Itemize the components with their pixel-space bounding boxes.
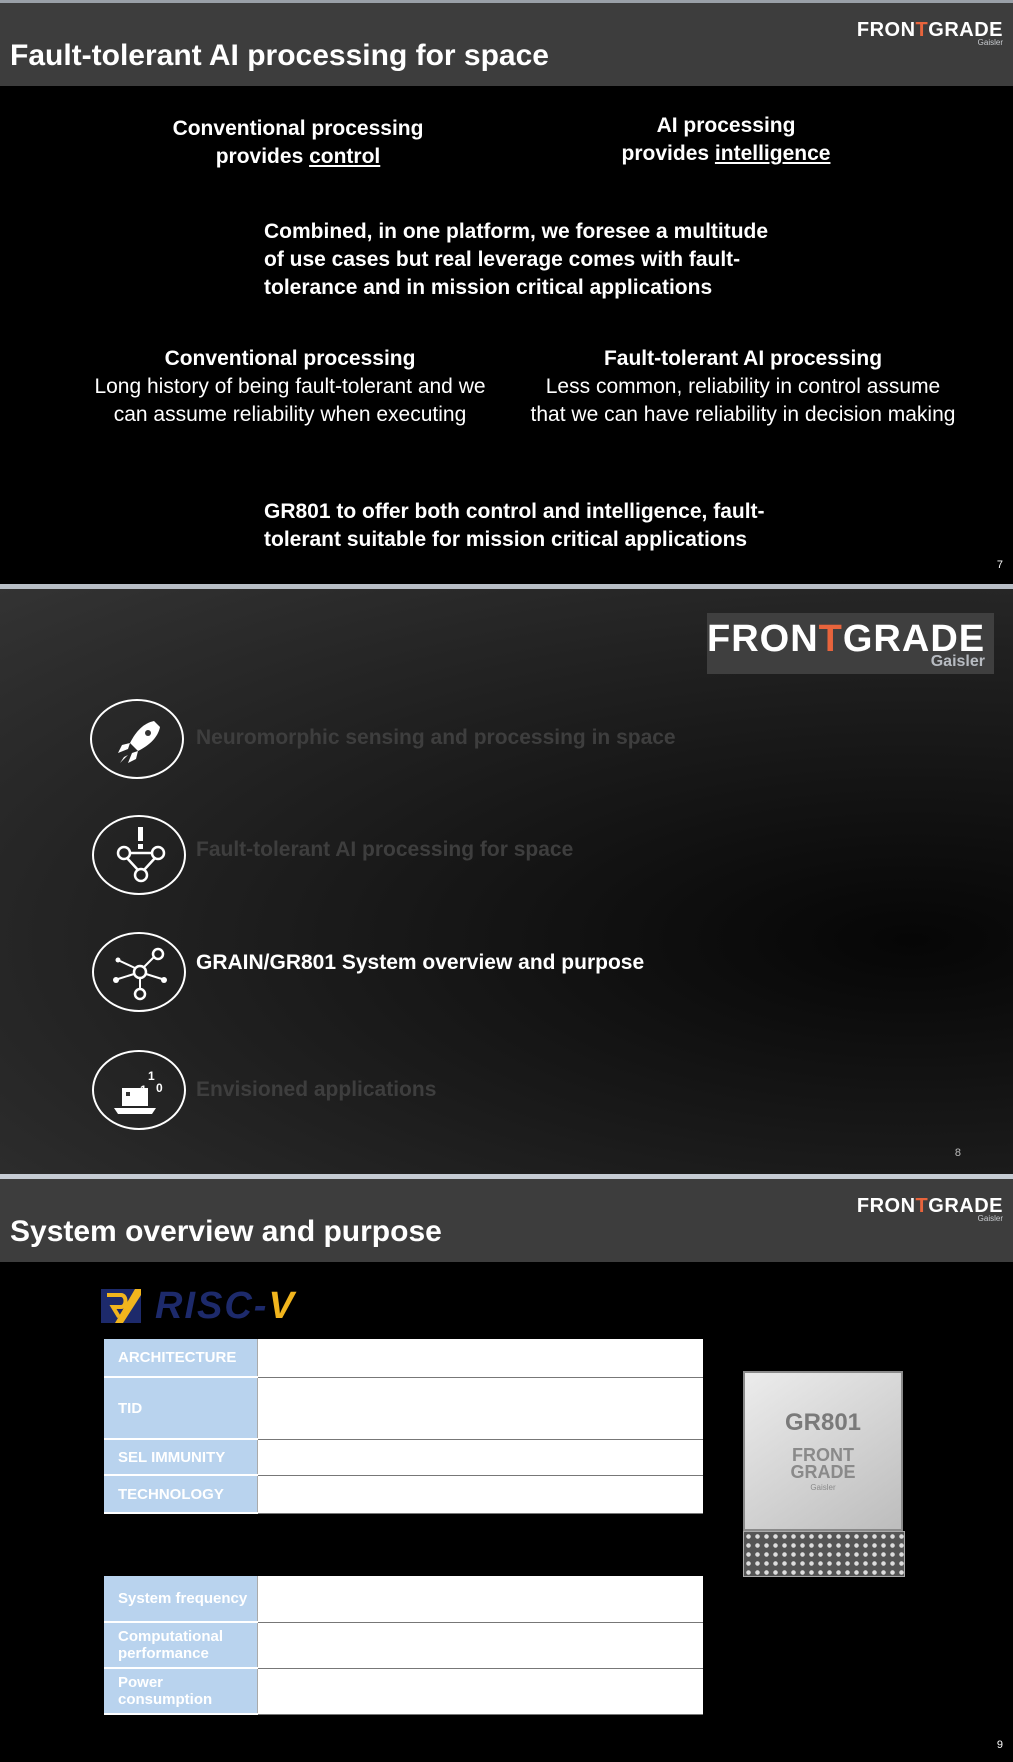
frontgrade-logo [857, 20, 1003, 47]
logo-text: GRAD [928, 1195, 990, 1217]
conventional-processing-caption [148, 115, 448, 171]
caption-line: AI processing [656, 114, 796, 137]
table-row [104, 1339, 703, 1377]
svg-text:0: 0 [156, 1081, 163, 1095]
page-number: 8 [954, 1147, 961, 1159]
fault-tolerant-ai-block [518, 345, 968, 429]
block-line: Long history of being fault-tolerant and we [94, 375, 486, 398]
logo-text: FRON [856, 19, 916, 41]
slide-title: System overview and purpose [10, 1215, 442, 1248]
chip-pin-grid [743, 1531, 905, 1577]
logo-text: E [989, 19, 1003, 41]
table-key: TID [104, 1377, 257, 1439]
page-number: 7 [996, 559, 1003, 571]
paragraph-line: Combined, in one platform, we foresee a multitude [264, 220, 769, 243]
chip-name: GR801 [784, 1409, 862, 1436]
caption-line: provides [215, 145, 310, 168]
slide-7 [0, 0, 1013, 584]
svg-text:1: 1 [148, 1069, 155, 1083]
table-row [104, 1439, 703, 1475]
table-value [257, 1439, 703, 1475]
agenda-item-fault-tolerant: Fault-tolerant AI processing for space [196, 838, 574, 861]
ai-processing-caption [586, 112, 866, 168]
logo-text: T [818, 618, 843, 660]
agenda-item-envisioned-applications: Envisioned applications [196, 1078, 437, 1101]
logo-sub: Gaisler [977, 1214, 1003, 1223]
logo-sub: Gaisler [930, 653, 985, 670]
paragraph-line: tolerant suitable for mission critical applications [264, 528, 748, 551]
network-alert-icon [92, 815, 186, 895]
risc-v-text: RISC- [155, 1285, 269, 1327]
table-row [104, 1576, 703, 1622]
slide-header [0, 3, 1013, 86]
table-key: Power consumption [104, 1668, 257, 1714]
table-row [104, 1475, 703, 1513]
caption-line: Conventional processing [172, 117, 424, 140]
chip-brand [745, 1447, 901, 1481]
slide-title: Fault-tolerant AI processing for space [10, 39, 549, 72]
logo-text: T [915, 19, 929, 41]
chip-brand-line: FRONT [792, 1445, 854, 1465]
paragraph-line: GR801 to offer both control and intelligence, fault- [264, 500, 765, 523]
block-line: that we can have reliability in decision making [530, 403, 956, 426]
logo-text: FRON [856, 1195, 916, 1217]
agenda-item-system-overview: GRAIN/GR801 System overview and purpose [196, 951, 645, 974]
paragraph-line: tolerance and in mission critical applications [264, 276, 713, 299]
block-heading: Fault-tolerant AI processing [603, 347, 883, 370]
block-line: Less common, reliability in control assume [545, 375, 941, 398]
slide-header [0, 1179, 1013, 1262]
logo-sub: Gaisler [977, 38, 1003, 47]
logo-text: E [958, 618, 986, 660]
slide-8-agenda [0, 584, 1013, 1174]
table-value [257, 1668, 703, 1714]
logo-text: E [989, 1195, 1003, 1217]
conventional-processing-block [82, 345, 498, 429]
table-row [104, 1377, 703, 1439]
chip-lid [743, 1371, 903, 1531]
risc-v-mark-icon [101, 1287, 141, 1325]
logo-text: GRAD [928, 19, 990, 41]
caption-emphasis: intelligence [714, 142, 831, 165]
paragraph-line: of use cases but real leverage comes with fault- [264, 248, 741, 271]
block-heading: Conventional processing [164, 347, 416, 370]
rocket-icon [90, 699, 184, 779]
logo-text: T [915, 1195, 929, 1217]
network-icon [92, 932, 186, 1012]
table-key: System frequency [104, 1576, 257, 1622]
combined-paragraph [264, 218, 824, 302]
risc-v-text: V [268, 1285, 296, 1327]
chip-brand-line: GRADE [790, 1462, 856, 1482]
gr801-statement [264, 498, 824, 554]
logo-text: GRAD [842, 618, 959, 660]
frontgrade-logo [707, 613, 994, 674]
table-key: TECHNOLOGY [104, 1475, 257, 1513]
page-number: 9 [996, 1739, 1003, 1751]
caption-emphasis: control [309, 145, 381, 168]
frontgrade-logo [857, 1196, 1003, 1223]
table-value [257, 1377, 703, 1439]
table-value [257, 1622, 703, 1668]
table-key: ARCHITECTURE [104, 1339, 257, 1377]
laptop-binary-icon [92, 1050, 186, 1130]
table-value [257, 1475, 703, 1513]
table-row [104, 1622, 703, 1668]
logo-text: FRON [707, 618, 819, 660]
table-value [257, 1339, 703, 1377]
agenda-item-neuromorphic: Neuromorphic sensing and processing in space [196, 726, 676, 749]
table-row [104, 1668, 703, 1714]
caption-line: provides [621, 142, 715, 165]
table-value [257, 1576, 703, 1622]
slide-9 [0, 1174, 1013, 1762]
chip-sub: Gaisler [810, 1483, 836, 1492]
table-key: SEL IMMUNITY [104, 1439, 257, 1475]
table-key: Computational performance [104, 1622, 257, 1668]
spec-table-1 [104, 1339, 703, 1514]
block-line: can assume reliability when executing [113, 403, 467, 426]
gr801-chip-image [743, 1371, 905, 1579]
spec-table-2 [104, 1576, 703, 1715]
